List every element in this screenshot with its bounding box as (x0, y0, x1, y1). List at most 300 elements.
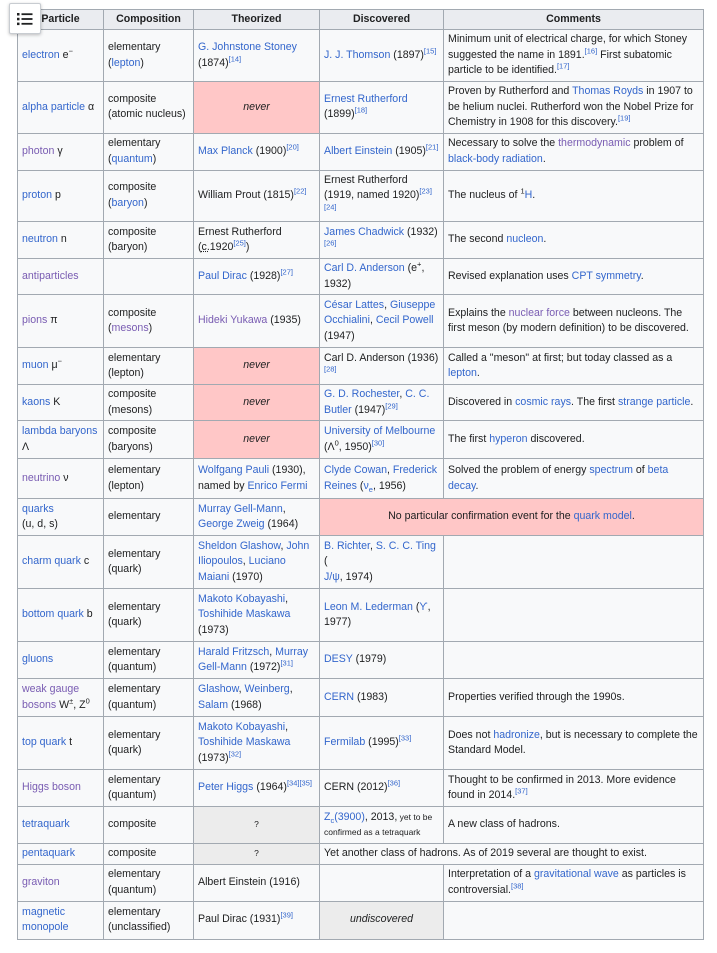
table-row (18, 82, 704, 134)
comments-cell (444, 348, 704, 385)
composition-text: (quark) (108, 616, 142, 628)
circa-abbr: c. (201, 241, 210, 253)
discovered-year: (1947) (324, 329, 355, 342)
comment-text: The second (448, 233, 507, 246)
theorist-link[interactable]: Glashow (198, 683, 239, 695)
theorized-year: (1970) (232, 570, 263, 583)
reference-link[interactable]: [39] (280, 910, 293, 920)
comment-text: First subatomic particle to be identified. (448, 48, 672, 77)
theorist-link[interactable]: Toshihide Maskawa (198, 608, 291, 621)
composition-cell (104, 642, 194, 679)
comments-cell (444, 170, 704, 222)
theorized-cell (194, 259, 320, 295)
discovered-year: (1983) (356, 690, 388, 703)
table-row (18, 642, 704, 679)
reference-link[interactable]: [16] (584, 46, 598, 56)
composition-text: composite (108, 92, 157, 105)
reference-link[interactable]: [21] (425, 142, 439, 152)
symbol-superscript: + (417, 259, 422, 269)
particle-link[interactable]: alpha particle (22, 100, 86, 113)
composition-text: (quark) (108, 563, 142, 575)
comment-link[interactable]: lepton (448, 367, 477, 379)
composition-text: composite (108, 818, 157, 831)
discovered-comment-cell (320, 844, 704, 865)
theorist-link[interactable]: Murray Gell-Mann (198, 502, 283, 515)
discovered-year: , 2013, (364, 810, 398, 823)
particle-link[interactable]: charm quark (22, 555, 81, 568)
discovered-cell (320, 421, 444, 459)
composition-cell (104, 259, 194, 295)
particle-link[interactable]: lambda baryons (22, 425, 98, 437)
theorist-link[interactable]: Murray Gell-Mann (198, 645, 309, 673)
comment-link[interactable]: beta decay (448, 464, 669, 492)
composition-cell (104, 82, 194, 134)
theorized-cell (194, 459, 320, 499)
comment-link[interactable]: gravitational wave (533, 868, 619, 880)
particle-symbol: Λ (22, 440, 30, 453)
composition-text: composite (108, 181, 157, 194)
theorist-link[interactable]: Toshihide Maskawa (198, 736, 291, 749)
theorized-cell (194, 642, 320, 679)
comment-text: A new class of hadrons. (448, 818, 560, 831)
particle-link[interactable]: bottom quark (22, 608, 84, 621)
comment-text: problem of (630, 137, 684, 149)
symbol-link[interactable] (363, 480, 372, 492)
composition-text: (quantum) (108, 789, 157, 801)
comment-link[interactable]: strange particle (617, 395, 691, 408)
discovered-year: , 1974) (339, 570, 373, 583)
composition-text: (unclassified) (108, 921, 171, 933)
reference-link[interactable]: [19] (617, 113, 631, 123)
composition-text: elementary (108, 600, 161, 613)
discoverer-link[interactable]: B. Richter (324, 539, 370, 552)
particle-cell (18, 807, 104, 844)
symbol-superscript: − (57, 356, 62, 366)
header-composition[interactable]: Composition (104, 10, 194, 30)
particle-link[interactable]: top quark (22, 736, 67, 749)
composition-cell (104, 459, 194, 499)
table-row (18, 536, 704, 589)
particle-cell (18, 133, 104, 170)
comment-text: The first (448, 432, 490, 445)
particle-cell (18, 717, 104, 770)
composition-text: elementary (108, 683, 161, 695)
theorist-link[interactable]: John Iliopoulos (198, 539, 310, 568)
composition-cell: composite (mesons) (104, 295, 194, 348)
reference-link[interactable]: [14] (228, 53, 242, 63)
particle-symbol: K (53, 395, 61, 408)
composition-link[interactable]: lepton (111, 56, 141, 69)
composition-link[interactable]: quantum (111, 152, 153, 165)
discovered-cell (320, 770, 444, 807)
comment-text: . (475, 479, 479, 492)
table-row (18, 459, 704, 499)
table-row (18, 770, 704, 807)
comment-link[interactable]: cosmic rays (515, 395, 572, 408)
discovered-cell (320, 348, 444, 385)
composition-text: (lepton) (108, 479, 144, 492)
theorized-text: William Prout (1815) (198, 189, 294, 201)
discovered-cell (320, 459, 444, 499)
comment-link[interactable]: hadronize (493, 728, 540, 741)
discoverer-link[interactable]: CERN (324, 690, 355, 703)
particle-cell (18, 385, 104, 421)
composition-cell (104, 679, 194, 717)
separator: , (384, 298, 390, 311)
discovered-year: (1899) (324, 108, 355, 121)
composition-link[interactable]: baryon (111, 196, 144, 209)
discovered-year: (1979) (355, 653, 387, 666)
discovered-year: (1905) (395, 144, 426, 157)
composition-text: elementary (108, 41, 161, 53)
discovered-text: Ernest Rutherford (1919, named 1920) (324, 173, 420, 201)
discoverer-link[interactable]: Cecil Powell (375, 314, 434, 327)
theorized-year: (1973) (198, 751, 229, 764)
paren: ( (324, 440, 328, 453)
composition-text: composite (108, 306, 157, 319)
particle-link[interactable]: photon (22, 144, 55, 157)
separator: , (399, 388, 406, 400)
particle-link[interactable]: weak gauge bosons (22, 683, 80, 711)
composition-text: (mesons) (108, 403, 153, 416)
theorized-cell (194, 901, 320, 939)
particle-symbol: α (87, 100, 95, 113)
composition-cell (104, 589, 194, 642)
particle-cell (18, 864, 104, 901)
reference-link[interactable]: [20] (286, 142, 299, 152)
particle-link[interactable]: graviton (22, 875, 60, 888)
theorist-link[interactable]: Hideki Yukawa (198, 314, 268, 327)
theorized-year: (1968) (230, 698, 262, 711)
comment-text: Called a "meson" at first; but today classed as a (448, 351, 673, 364)
discovered-cell (320, 642, 444, 679)
particle-cell (18, 259, 104, 295)
comments-cell (444, 133, 704, 170)
header-comments[interactable]: Comments (444, 10, 704, 30)
comments-cell (444, 717, 704, 770)
symbol-link[interactable]: ϒ (419, 600, 428, 613)
comment-text: of (632, 464, 648, 476)
composition-text: composite (108, 425, 157, 437)
particle-symbol: Z (79, 698, 86, 711)
comment-text: discovered. (527, 432, 585, 445)
reference-link[interactable]: [25] (233, 238, 246, 248)
separator: , (282, 502, 286, 515)
discoverer-link[interactable]: G. D. Rochester (324, 388, 400, 400)
discovered-year: (1947) (354, 403, 386, 416)
discoverer-link[interactable]: Fermilab (324, 736, 366, 749)
composition-cell (104, 901, 194, 939)
header-particle[interactable]: Particle (18, 10, 104, 30)
particle-link[interactable]: electron (22, 48, 60, 61)
reference-link[interactable]: [36] (387, 778, 401, 788)
particle-link[interactable]: proton (22, 189, 53, 201)
discoverer-link[interactable]: Albert Einstein (324, 144, 393, 157)
theorized-year: (1964) (267, 518, 299, 530)
particle-link[interactable]: pions (22, 314, 48, 327)
comment-text: Interpretation of a (448, 868, 534, 880)
theorized-cell (194, 536, 320, 589)
separator: , (285, 720, 289, 733)
separator: , (369, 314, 376, 327)
composition-cell (104, 499, 194, 536)
discovered-cell (320, 133, 444, 170)
composition-cell (104, 348, 194, 385)
discoverer-link[interactable]: C. C. Butler (324, 388, 430, 416)
theorized-year: (1935) (270, 314, 301, 327)
comments-cell (444, 385, 704, 421)
theorist-link[interactable]: Max Planck (198, 144, 253, 157)
comment-text: The nucleus of (448, 189, 521, 201)
reference-link[interactable]: [33] (398, 733, 412, 743)
particle-cell (18, 30, 104, 82)
symbol-superscript: 0 (85, 695, 90, 705)
discoverer-link[interactable] (324, 811, 365, 823)
theorized-text: named by (198, 479, 248, 492)
theorized-cell (194, 30, 320, 82)
discoverer-link[interactable]: Giuseppe Occhialini (324, 298, 436, 327)
composition-text: elementary (108, 773, 161, 786)
particle-link[interactable]: tetraquark (22, 818, 70, 831)
comments-cell (444, 589, 704, 642)
comment-link[interactable]: Thomas Royds (572, 85, 644, 97)
comment-text: Explains the (448, 306, 509, 319)
reference-link[interactable]: [29] (385, 400, 398, 410)
composition-cell (104, 717, 194, 770)
reference-link[interactable]: [38] (511, 880, 524, 890)
composition-text: (quantum) (108, 661, 157, 673)
table-row (18, 589, 704, 642)
theorized-cell (194, 222, 320, 259)
separator: , (242, 555, 249, 568)
comment-text: No particular confirmation event for the (388, 510, 574, 523)
reference-link[interactable]: [22] (293, 186, 307, 196)
paren: ( (356, 479, 364, 492)
theorized-year: (1973) (198, 623, 229, 636)
discovered-cell (320, 30, 444, 82)
particle-cell (18, 770, 104, 807)
separator: , (280, 539, 287, 552)
discovered-cell (320, 717, 444, 770)
comment-text: Revised explanation uses (448, 269, 572, 282)
theorist-link[interactable]: Paul Dirac (198, 269, 247, 282)
discovered-cell (320, 82, 444, 134)
particle-cell (18, 222, 104, 259)
particle-link[interactable]: magnetic monopole (22, 905, 69, 933)
discoverer-link[interactable]: DESY (324, 653, 353, 666)
composition-text: composite (108, 225, 157, 238)
theorist-link[interactable]: Makoto Kobayashi (198, 720, 286, 733)
comment-link[interactable]: nuclear force (508, 306, 570, 319)
reference-link[interactable]: [37] (515, 786, 528, 796)
table-of-contents-button[interactable] (9, 3, 41, 34)
theorized-cell: never (194, 385, 320, 421)
composition-cell (104, 222, 194, 259)
theorist-link[interactable]: Peter Higgs (198, 781, 254, 794)
discovered-year: (1995) (368, 736, 399, 749)
discoverer-link[interactable]: Clyde Cowan (324, 464, 388, 476)
theorist-link[interactable]: G. Johnstone Stoney (198, 41, 297, 53)
discovered-text: (e (404, 262, 418, 274)
paren: ( (412, 600, 420, 613)
discoverer-link[interactable]: James Chadwick (324, 225, 405, 238)
reference-link[interactable]: [28] (324, 364, 337, 374)
discoverer-link[interactable]: César Lattes (324, 298, 385, 311)
discovered-year: (1897) (393, 48, 424, 61)
composition-cell (104, 536, 194, 589)
theorist-link[interactable]: Makoto Kobayashi (198, 592, 286, 605)
discoverer-link[interactable]: J. J. Thomson (324, 48, 391, 61)
discovered-cell (320, 864, 444, 901)
comment-text: , but is necessary to complete the Standard Model. (448, 728, 698, 756)
discovered-cell (320, 536, 444, 589)
particle-link[interactable]: quarks (22, 502, 54, 515)
particle-link[interactable]: kaons (22, 395, 51, 408)
comment-link[interactable]: black-body radiation (448, 152, 543, 165)
theorized-cell (194, 770, 320, 807)
comment-link[interactable]: nucleon (506, 233, 544, 246)
symbol-superscript: ± (69, 695, 74, 705)
reference-link[interactable]: [30] (371, 437, 385, 447)
particle-link[interactable]: Higgs boson (22, 781, 81, 794)
comments-cell (444, 807, 704, 844)
discoverer-link[interactable]: University of Melbourne (324, 425, 436, 437)
table-row (18, 348, 704, 385)
theorist-link[interactable]: Weinberg (244, 683, 290, 695)
particle-link[interactable]: antiparticles (22, 269, 79, 282)
particle-link[interactable]: pentaquark (22, 847, 76, 859)
comments-cell (444, 459, 704, 499)
particle-symbol: W (59, 698, 70, 711)
composition-cell (104, 807, 194, 844)
composition-text: elementary (108, 351, 161, 364)
discovered-cell (320, 170, 444, 222)
comment-link[interactable]: CPT symmetry (571, 269, 641, 282)
table-row (18, 385, 704, 421)
discovered-year: , 1956) (372, 479, 406, 492)
composition-text: elementary (108, 510, 161, 523)
comment-text: . (542, 152, 546, 165)
header-theorized[interactable]: Theorized (194, 10, 320, 30)
reference-link[interactable]: [26] (324, 238, 337, 248)
theorized-year: (1972) (249, 661, 281, 673)
separator: , (289, 683, 293, 695)
theorist-link[interactable]: Wolfgang Pauli (198, 464, 270, 476)
theorist-link[interactable]: Sheldon Glashow (198, 539, 281, 552)
comment-text: Yet another class of hadrons. As of 2019 several are thought to exist. (324, 847, 647, 859)
confirmation-note-cell (320, 499, 704, 536)
composition-text: elementary (108, 137, 161, 149)
theorized-year: (1964) (256, 781, 287, 794)
theorized-cell (194, 864, 320, 901)
comments-cell (444, 222, 704, 259)
reference-link[interactable]: [18] (354, 105, 368, 115)
comment-text: . (532, 189, 536, 201)
comment-link[interactable]: quark model (573, 510, 632, 523)
table-row (18, 30, 704, 82)
discoverer-link[interactable]: S. C. C. Ting (375, 539, 436, 552)
composition-cell (104, 385, 194, 421)
composition-cell: composite (baryon) (104, 170, 194, 222)
theorized-text: Paul Dirac (1931) (198, 913, 281, 926)
discovered-cell (320, 222, 444, 259)
reference-link[interactable]: [27] (280, 267, 293, 277)
reference-link[interactable]: [23][24] (324, 186, 432, 211)
comment-text: . (640, 269, 644, 282)
theorist-link[interactable]: Salam (198, 698, 229, 711)
theorist-link[interactable]: Luciano Maiani (198, 555, 286, 583)
comment-link[interactable]: hyperon (489, 432, 528, 445)
theorized-cell: never (194, 421, 320, 459)
reference-link[interactable]: [17] (556, 61, 570, 71)
comment-link[interactable]: H (524, 189, 533, 201)
theorized-cell (194, 295, 320, 348)
discoverer-link[interactable]: Frederick Reines (324, 464, 438, 492)
theorist-link[interactable]: Enrico Fermi (247, 479, 308, 492)
composition-cell (104, 864, 194, 901)
theorized-text: Ernest Rutherford (198, 225, 282, 238)
composition-cell (104, 770, 194, 807)
composition-text: composite (108, 388, 157, 400)
comment-link[interactable]: spectrum (589, 464, 633, 476)
theorized-cell: never (194, 348, 320, 385)
composition-text: composite (108, 847, 157, 859)
comment-link[interactable]: thermodynamic (558, 137, 631, 149)
comment-text: Discovered in (448, 395, 516, 408)
particle-link[interactable]: neutrino (22, 471, 61, 484)
discoverer-link[interactable]: Carl D. Anderson (324, 262, 405, 274)
particle-symbol: Λ (327, 440, 335, 453)
reference-link[interactable]: [34][35] (286, 778, 312, 788)
composition-cell (104, 421, 194, 459)
particle-link[interactable]: gluons (22, 653, 54, 666)
particle-cell (18, 170, 104, 222)
paren: ( (324, 555, 328, 568)
theorist-link[interactable]: Harald Fritzsch (198, 645, 270, 658)
reference-link[interactable]: [31] (280, 658, 293, 668)
comments-cell (444, 421, 704, 459)
separator: , (369, 539, 376, 552)
header-discovered[interactable]: Discovered (320, 10, 444, 30)
comments-cell (444, 30, 704, 82)
reference-link[interactable]: [32] (228, 749, 242, 759)
theorist-link[interactable]: George Zweig (198, 518, 265, 530)
paren: ) (245, 241, 250, 253)
particle-symbol: ν (363, 479, 369, 492)
composition-link[interactable]: mesons (111, 322, 149, 334)
list-icon (17, 12, 33, 26)
comments-cell (444, 82, 704, 134)
composition-text: elementary (108, 645, 161, 658)
discoverer-link[interactable]: Ernest Rutherford (324, 92, 408, 105)
particle-symbol: γ (57, 144, 63, 157)
discovered-year: , 1977) (324, 600, 431, 628)
particle-link[interactable]: neutron (22, 233, 58, 246)
composition-text: (quantum) (108, 883, 157, 896)
reference-link[interactable]: [15] (423, 46, 437, 56)
table-row (18, 901, 704, 939)
discovered-year: (1932) (407, 225, 438, 238)
table-row (18, 807, 704, 844)
discoverer-link[interactable]: Leon M. Lederman (324, 600, 413, 613)
particle-link[interactable]: muon (22, 359, 49, 372)
theorized-year: (1900) (255, 144, 287, 157)
theorized-cell (194, 133, 320, 170)
theorized-cell: ? (194, 807, 320, 844)
symbol-link[interactable]: J/ψ (324, 570, 340, 583)
comment-text: Thought to be confirmed in 2013. More evidence found in 2014. (448, 773, 676, 801)
discovered-cell (320, 385, 444, 421)
